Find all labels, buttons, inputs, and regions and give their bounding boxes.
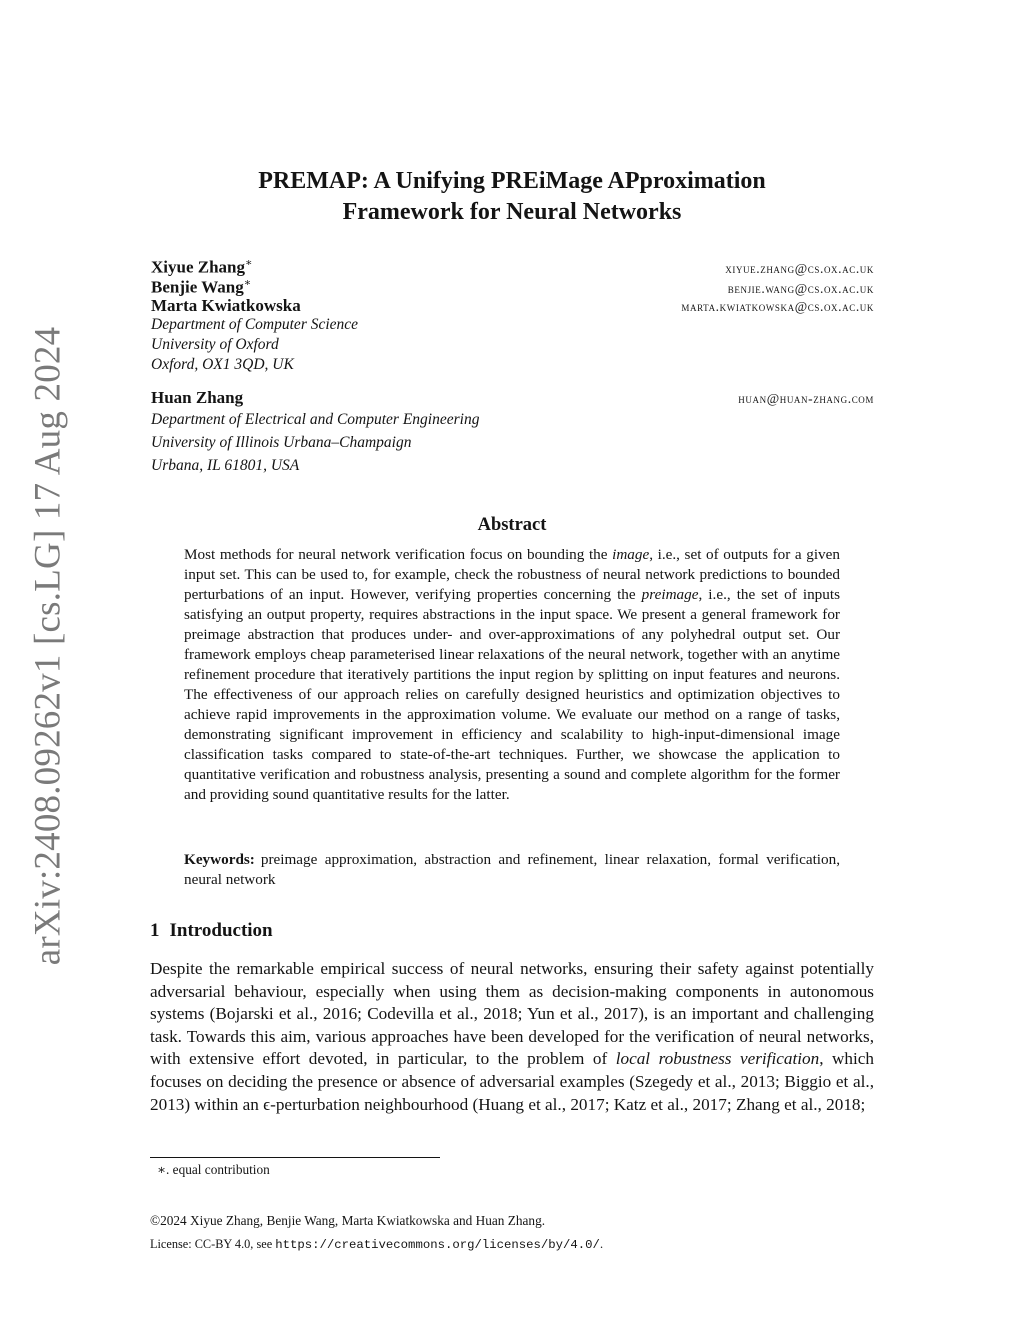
author-row-1 (151, 256, 874, 276)
title-line-2: Framework for Neural Networks (342, 199, 682, 225)
author-email-3[interactable]: marta.kwiatkowska@cs.ox.ac.uk (681, 299, 874, 314)
author-row-3 (151, 296, 874, 316)
keywords-label: Keywords: (184, 851, 255, 868)
affiliation-illinois-address: Urbana, IL 61801, USA (151, 457, 300, 474)
license-url-link[interactable]: https://creativecommons.org/licenses/by/4.0/ (275, 1238, 600, 1252)
paper-title (150, 166, 874, 228)
abstract-heading: Abstract (477, 515, 547, 535)
author-email-4[interactable]: huan@huan-zhang.com (738, 391, 874, 406)
author-email-2[interactable]: benjie.wang@cs.ox.ac.uk (727, 280, 874, 296)
author-name-1: Xiyue Zhang∗ (151, 257, 253, 277)
section-heading-introduction: 1 Introduction (150, 920, 273, 941)
affiliation-illinois-university: University of Illinois Urbana–Champaign (151, 434, 412, 451)
author-name-3: Marta Kwiatkowska (151, 296, 301, 315)
affiliation-oxford-university: University of Oxford (151, 336, 279, 353)
keywords-text: preimage approximation, abstraction and refinement, linear relaxation, formal verification, neural network (184, 851, 840, 888)
title-line-1: PREMAP: A Unifying PREiMage APproximation (258, 168, 766, 194)
affiliation-illinois-department: Department of Electrical and Computer Engineering (151, 411, 480, 428)
affiliation-oxford-department: Department of Computer Science (151, 316, 359, 333)
footnote-equal-contribution: ∗. equal contribution (157, 1162, 270, 1177)
footnote-divider (150, 1157, 440, 1158)
copyright-notice: ©2024 Xiyue Zhang, Benjie Wang, Marta Kwiatkowska and Huan Zhang. (150, 1213, 546, 1228)
introduction-paragraph: Despite the remarkable empirical success of neural networks, ensuring their safety against potentially adversarial behaviour, especially when using them as decision-making components in autonomous systems (Bojarski et al., 2016; Codevilla et al., 2018; Yun et al., 2017), is an important and challenging task. Towards this aim, various approaches have been developed for the verification of neural networks, with extensive effort devoted, in particular, to the problem of local robustness verification, which focuses on deciding the presence or absence of adversarial examples (Szegedy et al., 2013; Biggio et al., 2013) within an ϵ-perturbation neighbourhood (Huang et al., 2017; Katz et al., 2017; Zhang et al., 2018; (150, 959, 874, 1114)
author-email-1[interactable]: xiyue.zhang@cs.ox.ac.uk (725, 260, 874, 276)
author-row-2 (151, 276, 874, 296)
arxiv-identifier-stamp: arXiv:2408.09262v1 [cs.LG] 17 Aug 2024 (27, 326, 69, 966)
author-row-4 (151, 388, 874, 408)
author-name-2: Benjie Wang∗ (151, 277, 252, 297)
keywords (184, 850, 840, 890)
author-name-4: Huan Zhang (151, 388, 244, 407)
abstract-text: Most methods for neural network verification focus on bounding the image, i.e., set of outputs for a given input set. This can be used to, for example, check the robustness of neural network predictions to bounded perturbations of an input. However, verifying properties concerning the preimage, i.e., the set of inputs satisfying an output property, requires abstractions in the input space. We present a general framework for preimage abstraction that produces under- and over-approximations of any polyhedral output set. Our framework employs cheap parameterised linear relaxations of the neural network, together with an anytime refinement procedure that iteratively partitions the input region by splitting on input features and neurons. The effectiveness of our approach relies on carefully designed heuristics and optimization objectives to achieve rapid improvements in the approximation volume. We evaluate our method on a range of tasks, demonstrating significant improvement in efficiency and scalability to high-input-dimensional image classification tasks compared to state-of-the-art techniques. Further, we showcase the application to quantitative verification and robustness analysis, presenting a sound and complete algorithm for the former and providing sound quantitative results for the latter. (184, 546, 840, 803)
license-notice: License: CC-BY 4.0, see https://creativecommons.org/licenses/by/4.0/. (150, 1237, 604, 1252)
affiliation-oxford-address: Oxford, OX1 3QD, UK (151, 356, 294, 373)
